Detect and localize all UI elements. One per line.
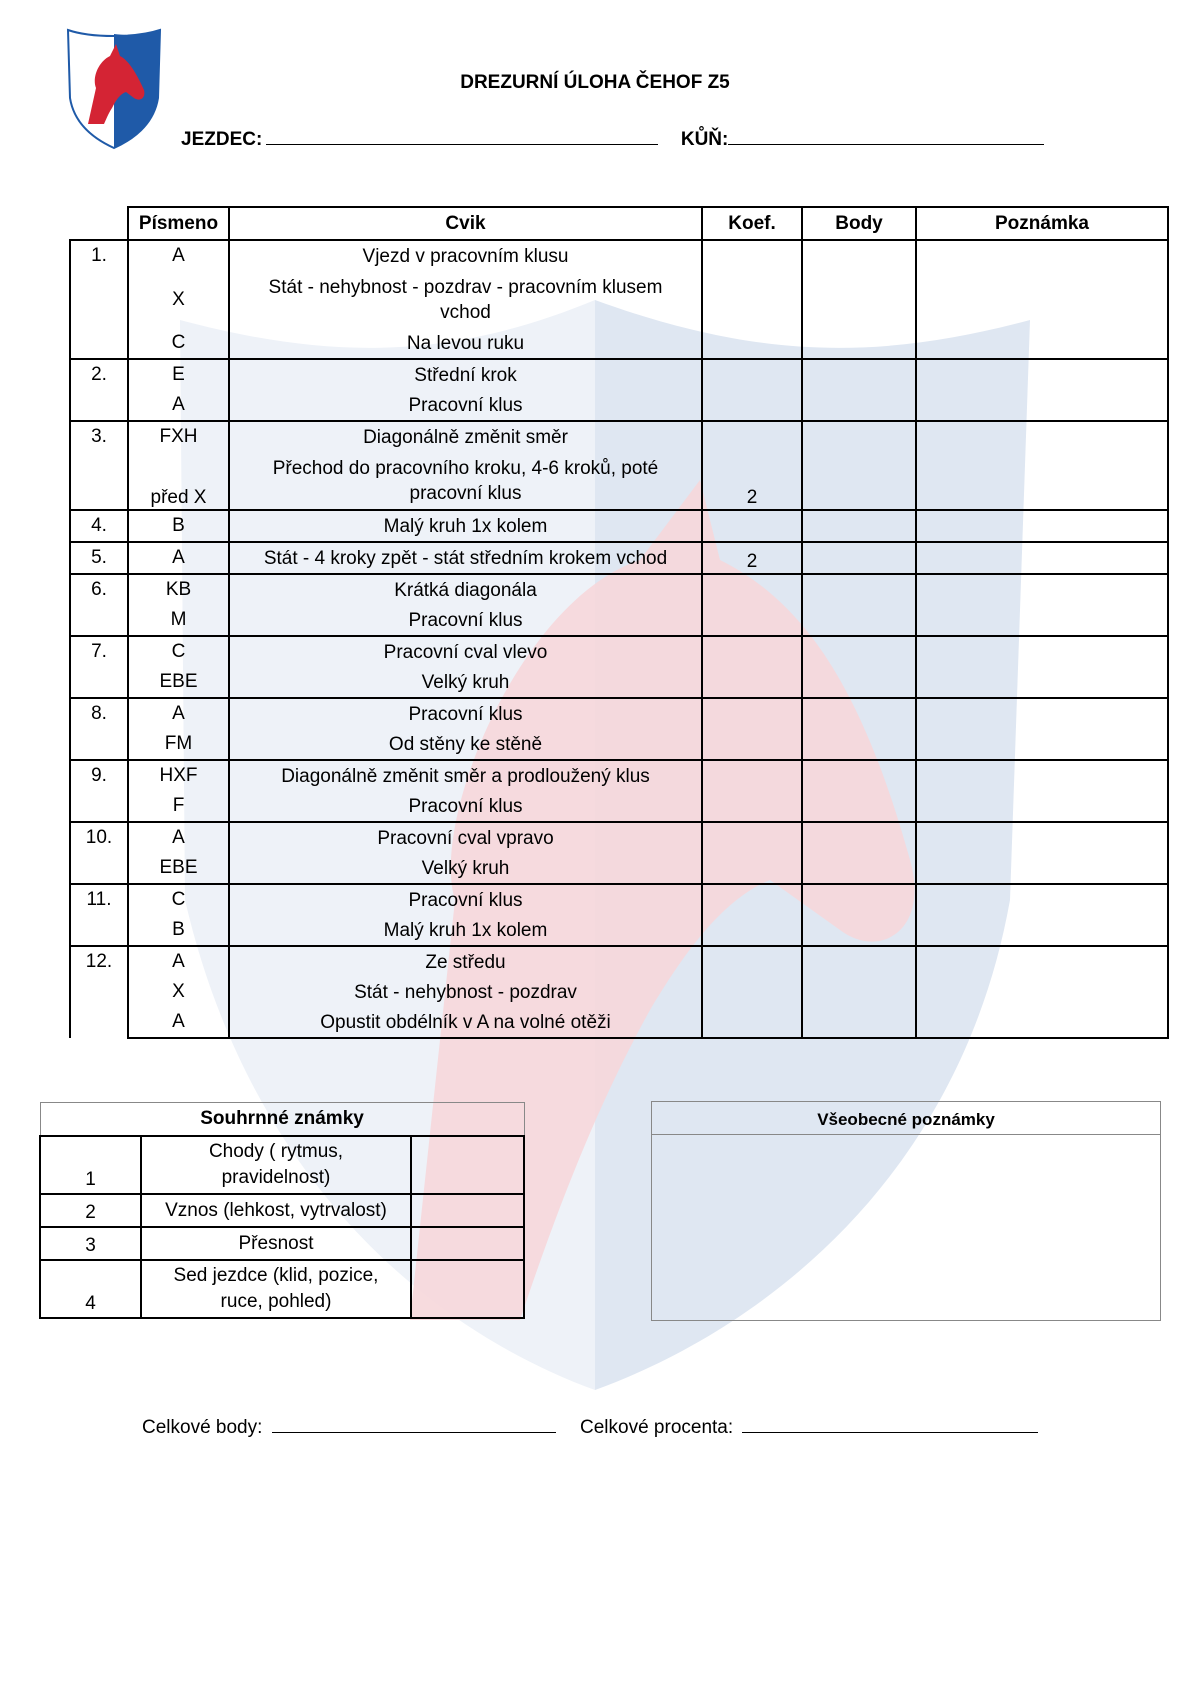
table-row bbox=[70, 421, 1168, 452]
exercise-text-line: Opustit obdélník v A na volné otěži bbox=[320, 1011, 611, 1033]
movement-letter: B bbox=[128, 915, 229, 946]
movement-letter: A bbox=[128, 542, 229, 574]
total-points bbox=[142, 1412, 556, 1439]
table-row bbox=[70, 977, 1168, 1007]
table-row bbox=[70, 452, 1168, 510]
summary-criterion-line: Chody ( rytmus, bbox=[208, 1141, 344, 1162]
rider-label: JEZDEC: bbox=[181, 129, 263, 150]
koef-value bbox=[702, 853, 802, 884]
koef-value bbox=[702, 760, 802, 791]
movement-letter: X bbox=[128, 977, 229, 1007]
exercise-description bbox=[229, 452, 702, 510]
table-row bbox=[70, 574, 1168, 605]
exercise-text-line: vchod bbox=[440, 301, 491, 323]
koef-value bbox=[702, 729, 802, 760]
header-letter: Písmeno bbox=[128, 207, 229, 240]
movement-letter: F bbox=[128, 791, 229, 822]
note-cell[interactable] bbox=[916, 605, 1168, 636]
note-cell[interactable] bbox=[916, 452, 1168, 510]
table-header-row bbox=[70, 207, 1168, 240]
exercise-text-line: Malý kruh 1x kolem bbox=[383, 515, 548, 537]
movement-letter: před X bbox=[128, 452, 229, 510]
koef-value bbox=[702, 510, 802, 542]
koef-value bbox=[702, 698, 802, 729]
header-points: Body bbox=[802, 207, 916, 240]
exercise-text-line: Pracovní cval vpravo bbox=[377, 827, 554, 849]
exercise-number: 12. bbox=[70, 946, 128, 1038]
exercise-text-line: Velký kruh bbox=[421, 671, 510, 693]
summary-title: Souhrnné známky bbox=[40, 1103, 524, 1137]
summary-mark-cell[interactable] bbox=[411, 1260, 524, 1318]
koef-value bbox=[702, 667, 802, 698]
points-cell[interactable] bbox=[802, 390, 916, 421]
exercise-number: 9. bbox=[70, 760, 128, 822]
points-cell[interactable] bbox=[802, 760, 916, 791]
exercise-text-line: Od stěny ke stěně bbox=[388, 733, 543, 755]
summary-criterion-line: ruce, pohled) bbox=[220, 1291, 332, 1312]
summary-number: 1 bbox=[40, 1136, 141, 1194]
summary-criterion bbox=[141, 1136, 411, 1194]
points-cell[interactable] bbox=[802, 791, 916, 822]
exercise-text-line: Ze středu bbox=[425, 951, 506, 973]
points-cell[interactable] bbox=[802, 271, 916, 328]
points-cell[interactable] bbox=[802, 542, 916, 574]
koef-value bbox=[702, 390, 802, 421]
exercise-text-line: Pracovní cval vlevo bbox=[383, 641, 548, 663]
exercise-number: 11. bbox=[70, 884, 128, 946]
total-percent-line[interactable] bbox=[742, 1412, 1038, 1433]
summary-mark-cell[interactable] bbox=[411, 1227, 524, 1260]
points-cell[interactable] bbox=[802, 884, 916, 915]
exercise-description bbox=[229, 977, 702, 1007]
koef-value bbox=[702, 791, 802, 822]
summary-number: 2 bbox=[40, 1194, 141, 1227]
koef-value bbox=[702, 328, 802, 359]
exercise-text-line: Stát - nehybnost - pozdrav - pracovním klusem bbox=[268, 276, 663, 298]
exercise-description bbox=[229, 698, 702, 729]
exercise-text-line: Vjezd v pracovním klusu bbox=[362, 245, 569, 267]
note-cell[interactable] bbox=[916, 271, 1168, 328]
exercise-description bbox=[229, 946, 702, 977]
table-row bbox=[70, 510, 1168, 542]
koef-value bbox=[702, 636, 802, 667]
exercise-number: 7. bbox=[70, 636, 128, 698]
note-cell[interactable] bbox=[916, 542, 1168, 574]
note-cell[interactable] bbox=[916, 328, 1168, 359]
table-row bbox=[70, 542, 1168, 574]
table-row bbox=[70, 853, 1168, 884]
exercise-number: 6. bbox=[70, 574, 128, 636]
table-row bbox=[70, 946, 1168, 977]
koef-value bbox=[702, 574, 802, 605]
exercise-text-line: Pracovní klus bbox=[408, 609, 523, 631]
exercise-text-line: Malý kruh 1x kolem bbox=[383, 919, 548, 941]
general-notes-box[interactable] bbox=[651, 1101, 1161, 1321]
movement-letter: E bbox=[128, 359, 229, 390]
movement-letter: M bbox=[128, 605, 229, 636]
summary-criterion-line: Vznos (lehkost, vytrvalost) bbox=[165, 1199, 387, 1221]
table-row bbox=[70, 791, 1168, 822]
note-cell[interactable] bbox=[916, 510, 1168, 542]
points-cell[interactable] bbox=[802, 452, 916, 510]
note-cell[interactable] bbox=[916, 791, 1168, 822]
summary-row bbox=[40, 1227, 524, 1260]
movement-letter: C bbox=[128, 884, 229, 915]
note-cell[interactable] bbox=[916, 729, 1168, 760]
exercise-text-line: Stát - 4 kroky zpět - stát středním krokem vchod bbox=[263, 547, 668, 569]
exercise-description bbox=[229, 667, 702, 698]
exercise-description bbox=[229, 605, 702, 636]
note-cell[interactable] bbox=[916, 884, 1168, 915]
note-cell[interactable] bbox=[916, 915, 1168, 946]
exercise-text-line: pracovní klus bbox=[409, 482, 522, 504]
summary-criterion bbox=[141, 1194, 411, 1227]
koef-value: 2 bbox=[702, 452, 802, 510]
table-row bbox=[70, 605, 1168, 636]
exercise-description bbox=[229, 853, 702, 884]
exercise-description bbox=[229, 884, 702, 915]
summary-number: 4 bbox=[40, 1260, 141, 1318]
points-cell[interactable] bbox=[802, 605, 916, 636]
exercise-text-line: Diagonálně změnit směr a prodloužený klus bbox=[281, 765, 650, 787]
movement-letter: A bbox=[128, 240, 229, 271]
exercise-description bbox=[229, 328, 702, 359]
exercise-number: 4. bbox=[70, 510, 128, 542]
movement-letter: B bbox=[128, 510, 229, 542]
table-row bbox=[70, 390, 1168, 421]
summary-row bbox=[40, 1194, 524, 1227]
form-title: DREZURNÍ ÚLOHA ČEHOF Z5 bbox=[460, 72, 730, 93]
koef-value bbox=[702, 271, 802, 328]
table-row bbox=[70, 884, 1168, 915]
exercise-text-line: Velký kruh bbox=[421, 857, 510, 879]
points-cell[interactable] bbox=[802, 510, 916, 542]
koef-value bbox=[702, 1007, 802, 1038]
table-row bbox=[70, 729, 1168, 760]
points-cell[interactable] bbox=[802, 977, 916, 1007]
exercise-text-line: Střední krok bbox=[414, 364, 517, 386]
movement-letter: A bbox=[128, 698, 229, 729]
note-cell[interactable] bbox=[916, 240, 1168, 271]
koef-value bbox=[702, 359, 802, 390]
exercise-number: 5. bbox=[70, 542, 128, 574]
koef-value bbox=[702, 605, 802, 636]
points-cell[interactable] bbox=[802, 240, 916, 271]
summary-criterion-line: Sed jezdce (klid, pozice, bbox=[173, 1265, 379, 1286]
exercise-description bbox=[229, 729, 702, 760]
exercise-table bbox=[69, 206, 1169, 1039]
koef-value bbox=[702, 822, 802, 853]
total-points-label: Celkové body: bbox=[142, 1417, 263, 1438]
points-cell[interactable] bbox=[802, 1007, 916, 1038]
exercise-text-line: Přechod do pracovního kroku, 4-6 kroků, poté bbox=[272, 457, 659, 479]
header-note: Poznámka bbox=[916, 207, 1168, 240]
note-cell[interactable] bbox=[916, 359, 1168, 390]
table-row bbox=[70, 328, 1168, 359]
summary-row bbox=[40, 1136, 524, 1194]
summary-criterion-line: Přesnost bbox=[238, 1232, 314, 1254]
movement-letter: C bbox=[128, 636, 229, 667]
rider-input-line[interactable] bbox=[266, 124, 658, 145]
movement-letter: KB bbox=[128, 574, 229, 605]
exercise-description bbox=[229, 636, 702, 667]
header-blank-cell bbox=[70, 207, 128, 240]
exercise-description bbox=[229, 542, 702, 574]
exercise-number: 1. bbox=[70, 240, 128, 359]
exercise-description bbox=[229, 1007, 702, 1038]
exercise-text-line: Pracovní klus bbox=[408, 394, 523, 416]
koef-value: 2 bbox=[702, 542, 802, 574]
table-row bbox=[70, 240, 1168, 271]
note-cell[interactable] bbox=[916, 822, 1168, 853]
note-cell[interactable] bbox=[916, 390, 1168, 421]
movement-letter: C bbox=[128, 328, 229, 359]
movement-letter: FM bbox=[128, 729, 229, 760]
note-cell[interactable] bbox=[916, 698, 1168, 729]
exercise-text-line: Na levou ruku bbox=[406, 332, 525, 354]
exercise-description bbox=[229, 240, 702, 271]
note-cell[interactable] bbox=[916, 636, 1168, 667]
exercise-description bbox=[229, 791, 702, 822]
summary-criterion bbox=[141, 1227, 411, 1260]
points-cell[interactable] bbox=[802, 667, 916, 698]
summary-mark-cell[interactable] bbox=[411, 1136, 524, 1194]
summary-criterion bbox=[141, 1260, 411, 1318]
movement-letter: A bbox=[128, 946, 229, 977]
exercise-description bbox=[229, 510, 702, 542]
horse-input-line[interactable] bbox=[728, 124, 1044, 145]
summary-marks-table bbox=[39, 1102, 525, 1319]
table-row bbox=[70, 822, 1168, 853]
exercise-description bbox=[229, 760, 702, 791]
note-cell[interactable] bbox=[916, 421, 1168, 452]
movement-letter: A bbox=[128, 1007, 229, 1038]
koef-value bbox=[702, 946, 802, 977]
note-cell[interactable] bbox=[916, 574, 1168, 605]
summary-criterion-line: pravidelnost) bbox=[221, 1167, 331, 1188]
points-cell[interactable] bbox=[802, 328, 916, 359]
exercise-text-line: Krátká diagonála bbox=[394, 579, 537, 601]
exercise-description bbox=[229, 421, 702, 452]
exercise-number: 2. bbox=[70, 359, 128, 421]
note-cell[interactable] bbox=[916, 760, 1168, 791]
table-row bbox=[70, 359, 1168, 390]
points-cell[interactable] bbox=[802, 822, 916, 853]
points-cell[interactable] bbox=[802, 946, 916, 977]
exercise-description bbox=[229, 390, 702, 421]
points-cell[interactable] bbox=[802, 636, 916, 667]
koef-value bbox=[702, 240, 802, 271]
note-cell[interactable] bbox=[916, 853, 1168, 884]
exercise-description bbox=[229, 574, 702, 605]
koef-value bbox=[702, 915, 802, 946]
total-points-line[interactable] bbox=[272, 1412, 556, 1433]
points-cell[interactable] bbox=[802, 359, 916, 390]
movement-letter: EBE bbox=[128, 667, 229, 698]
movement-letter: X bbox=[128, 271, 229, 328]
exercise-text-line: Pracovní klus bbox=[408, 703, 523, 725]
exercise-number: 10. bbox=[70, 822, 128, 884]
table-row bbox=[70, 915, 1168, 946]
table-row bbox=[70, 760, 1168, 791]
movement-letter: HXF bbox=[128, 760, 229, 791]
exercise-description bbox=[229, 822, 702, 853]
rider-horse-line bbox=[181, 124, 1044, 151]
header-exercise: Cvik bbox=[229, 207, 702, 240]
general-notes-title: Všeobecné poznámky bbox=[652, 1102, 1160, 1135]
exercise-description bbox=[229, 271, 702, 328]
total-percent bbox=[580, 1412, 1038, 1439]
summary-mark-cell[interactable] bbox=[411, 1194, 524, 1227]
header-koef: Koef. bbox=[702, 207, 802, 240]
horse-label: KŮŇ: bbox=[680, 129, 729, 150]
table-row bbox=[70, 667, 1168, 698]
points-cell[interactable] bbox=[802, 729, 916, 760]
table-row bbox=[70, 271, 1168, 328]
note-cell[interactable] bbox=[916, 946, 1168, 977]
movement-letter: FXH bbox=[128, 421, 229, 452]
summary-row bbox=[40, 1260, 524, 1318]
koef-value bbox=[702, 977, 802, 1007]
exercise-text-line: Pracovní klus bbox=[408, 795, 523, 817]
note-cell[interactable] bbox=[916, 977, 1168, 1007]
note-cell[interactable] bbox=[916, 1007, 1168, 1038]
table-row bbox=[70, 1007, 1168, 1038]
koef-value bbox=[702, 884, 802, 915]
movement-letter: A bbox=[128, 822, 229, 853]
points-cell[interactable] bbox=[802, 853, 916, 884]
points-cell[interactable] bbox=[802, 421, 916, 452]
koef-value bbox=[702, 421, 802, 452]
points-cell[interactable] bbox=[802, 574, 916, 605]
exercise-text-line: Stát - nehybnost - pozdrav bbox=[354, 981, 577, 1003]
exercise-text-line: Pracovní klus bbox=[408, 889, 523, 911]
exercise-description bbox=[229, 915, 702, 946]
exercise-number: 8. bbox=[70, 698, 128, 760]
points-cell[interactable] bbox=[802, 915, 916, 946]
points-cell[interactable] bbox=[802, 698, 916, 729]
table-row bbox=[70, 636, 1168, 667]
table-row bbox=[70, 698, 1168, 729]
exercise-description bbox=[229, 359, 702, 390]
exercise-text-line: Diagonálně změnit směr bbox=[363, 426, 568, 448]
exercise-number: 3. bbox=[70, 421, 128, 510]
summary-number: 3 bbox=[40, 1227, 141, 1260]
movement-letter: EBE bbox=[128, 853, 229, 884]
note-cell[interactable] bbox=[916, 667, 1168, 698]
movement-letter: A bbox=[128, 390, 229, 421]
total-percent-label: Celkové procenta: bbox=[580, 1417, 734, 1438]
